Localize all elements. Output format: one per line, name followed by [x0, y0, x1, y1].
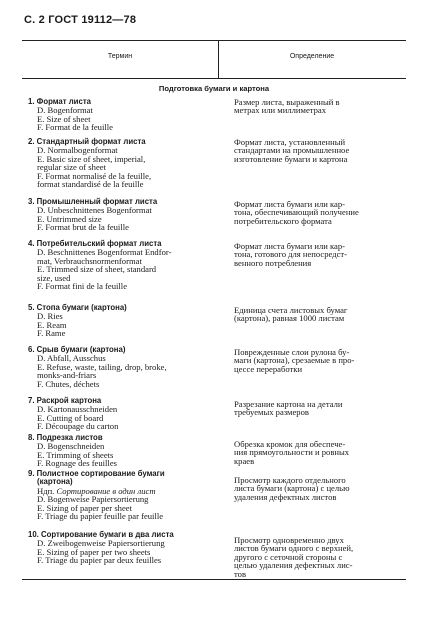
term-en: E. Ream — [37, 319, 67, 330]
term-title-cont: (картона) — [37, 477, 73, 487]
definition-line: Размер листа, выраженный в — [234, 97, 340, 107]
term-en: E. Trimmed size of sheet, standard — [37, 264, 157, 275]
term-en-cont: size, used — [37, 272, 71, 283]
term-de: D. Ries — [37, 311, 63, 322]
term-fr: F. Rame — [37, 328, 66, 339]
term-title: 1. Формат листа — [28, 97, 91, 106]
term-title: 4. Потребительский формат листа — [28, 239, 162, 248]
term-en-cont: regular size of sheet — [37, 162, 106, 173]
deprecated-term: Сортирование в один лист — [56, 485, 156, 496]
definition-line: Формат листа бумаги или кар- — [234, 241, 346, 251]
term-title: 3. Промышленный формат листа — [28, 197, 158, 206]
term-entry-5 — [28, 304, 228, 338]
definition-line: цессе переработки — [234, 363, 303, 374]
term-entry-3 — [28, 198, 228, 232]
term-de: D. Bogenformat — [37, 105, 93, 116]
term-en-cont: monks-and-friars — [37, 370, 97, 381]
term-title: 8. Подрезка листов — [28, 433, 103, 442]
definition-line: Формат листа бумаги или кар- — [234, 199, 346, 209]
definition-line: Формат листа, установленный — [234, 137, 346, 147]
definition-line: Просмотр каждого отдельного — [234, 475, 346, 485]
definition-8 — [234, 440, 406, 465]
definition-line: стандартами на промышленное — [234, 145, 350, 156]
definition-line: Разрезание картона на детали — [234, 399, 343, 409]
column-header-definition: Определение — [289, 53, 335, 60]
definition-line: листа бумаги (картона) с целью — [234, 483, 350, 494]
term-en: E. Sizing of paper per two sheets — [37, 546, 151, 557]
term-entry-10 — [28, 531, 228, 565]
definition-5 — [234, 306, 406, 323]
term-fr: F. Triage du papier par deux feuilles — [37, 555, 162, 566]
term-de-cont: mat, Verbrauchsnormenformat — [37, 255, 142, 266]
term-title: 5. Стопа бумаги (картона) — [28, 303, 127, 312]
term-de: D. Bogenweise Papiersortierung — [37, 494, 149, 505]
page-header: С. 2 ГОСТ 19112—78 — [24, 14, 137, 26]
definition-line: ния прямоугольности и ровных — [234, 447, 350, 458]
term-entry-2 — [28, 138, 228, 188]
term-entry-6 — [28, 346, 228, 388]
term-fr: F. Découpage du carton — [37, 421, 119, 432]
definition-line: Единица счета листовых бумаг — [234, 305, 348, 315]
definition-line: удаления дефектных листов — [234, 491, 337, 502]
term-fr: F. Format normalisé de la feuille, — [37, 170, 152, 181]
header-rule — [22, 78, 406, 79]
term-de: D. Zweibogenweise Papiersortierung — [37, 538, 165, 549]
term-en: E. Untrimmed size — [37, 213, 102, 224]
term-fr: F. Format brut de la feuille — [37, 222, 129, 233]
definition-line: требуемых размеров — [234, 407, 309, 418]
term-fr: F. Chutes, déchets — [37, 378, 100, 389]
definition-2 — [234, 138, 406, 163]
definition-line: Обрезка кромок для обеспече- — [234, 439, 346, 449]
definition-line: Поврежденные слои рулона бу- — [234, 347, 350, 357]
table-bottom-rule — [22, 579, 406, 580]
definition-line: венного потребления — [234, 257, 312, 268]
term-de: D. Unbeschnittenes Bogenformat — [37, 205, 152, 216]
definition-10 — [234, 536, 406, 578]
term-en: E. Trimming of sheets — [37, 449, 114, 460]
definition-line: другого с сеточной стороны с — [234, 551, 343, 562]
definition-line: изготовление бумаги и картона — [234, 153, 348, 164]
definition-1 — [234, 98, 406, 115]
term-fr: F. Format de la feuille — [37, 122, 113, 133]
definition-line: метрах или миллиметрах — [234, 105, 327, 116]
term-fr: F. Format fini de la feuille — [37, 281, 128, 292]
term-de: D. Abfall, Ausschus — [37, 353, 106, 364]
term-entry-9 — [28, 470, 228, 520]
term-de: D. Normalbogenformat — [37, 145, 118, 156]
definition-line: (картона), равная 1000 листам — [234, 313, 345, 324]
definition-9 — [234, 476, 406, 501]
definition-7 — [234, 400, 406, 417]
term-fr: F. Rognage des feuilles — [37, 458, 117, 469]
definition-line: краев — [234, 455, 255, 466]
section-title: Подготовка бумаги и картона — [158, 84, 270, 93]
terms-table — [22, 40, 406, 580]
definition-line: тона, готового для непосредст- — [234, 249, 348, 260]
column-header-term: Термин — [107, 53, 133, 60]
term-de: D. Bogenschneiden — [37, 441, 105, 452]
definition-3 — [234, 200, 406, 225]
term-entry-1 — [28, 98, 228, 132]
term-fr: F. Triage du papier feuille par feuille — [37, 511, 164, 522]
definition-line: потребительского формата — [234, 215, 332, 226]
term-title: 10. Сортирование бумаги в два листа — [28, 530, 174, 539]
term-en: E. Size of sheet — [37, 113, 91, 124]
term-fr-cont: format standardisé de la feuille — [37, 179, 144, 190]
definition-6 — [234, 348, 406, 373]
term-title: 9. Полистное сортирование бумаги — [28, 469, 165, 478]
deprecated-prefix: Ндп. — [37, 485, 57, 496]
definition-line: Просмотр одновременно двух — [234, 535, 344, 545]
definition-line: тов — [234, 568, 246, 579]
term-de: D. Kartonausschneiden — [37, 404, 118, 415]
term-title: 6. Срыв бумаги (картона) — [28, 345, 126, 354]
table-top-rule — [22, 40, 406, 41]
definition-line: целью удаления дефектных лис- — [234, 560, 353, 571]
definition-line: тона, обеспечивающий получение — [234, 207, 359, 218]
term-title: 7. Раскрой картона — [28, 396, 102, 405]
term-en: E. Basic size of sheet, imperial, — [37, 153, 146, 164]
term-en: E. Refuse, waste, tailing, drop, broke, — [37, 361, 167, 372]
term-entry-4 — [28, 240, 228, 290]
term-en: E. Sizing of paper per sheet — [37, 502, 132, 513]
term-entry-7 — [28, 397, 228, 431]
definition-4 — [234, 242, 406, 267]
definition-line: маги (картона), срезаемые в про- — [234, 355, 355, 366]
definition-line: листов бумаги одного с верхней, — [234, 543, 354, 554]
term-title: 2. Стандартный формат листа — [28, 137, 146, 146]
term-entry-8 — [28, 434, 228, 468]
term-en: E. Cutting of board — [37, 412, 104, 423]
term-de: D. Beschnittenes Bogenformat Endfor- — [37, 247, 172, 258]
